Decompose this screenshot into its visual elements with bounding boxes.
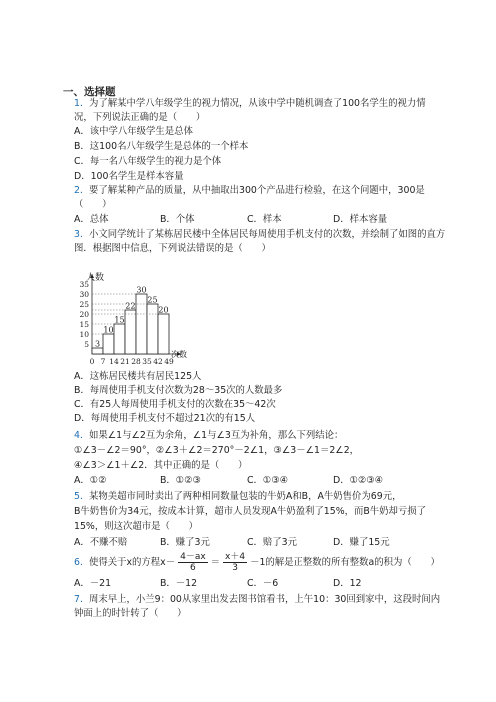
q6-fraction-right [223,552,247,573]
q1-stem-line2: 况，下列说法正确的是（ ） [74,112,206,123]
q5-option-b: B．赚了3元 [160,537,210,548]
x-tick-label: 49 [164,357,174,366]
x-tick-label: 14 [109,357,119,366]
x-tick-label: 7 [100,357,106,366]
y-tick-label: 30 [79,290,89,299]
histogram-bar [125,310,136,354]
histogram-bar [147,304,158,354]
q5-stem-line2: B牛奶售价为34元，按成本计算，超市人员发现A牛奶盈利了15%，而B牛奶却亏损了 [74,506,427,517]
q6-fraction-right-denominator: 3 [232,563,238,573]
q2-option-c: C．样本 [247,214,282,225]
histogram-bar [103,334,114,354]
y-axis-title: 人数 [86,273,105,283]
q5-stem-line1: 某物美超市同时卖出了两种相同数量包装的牛奶A和B，A牛奶售价为69元， [89,491,402,502]
q2-stem-line1: 要了解某种产品的质量，从中抽取出300个产品进行检验，在这个问题中，300是 [89,185,425,196]
q6-option-b: B．－12 [160,578,198,589]
y-tick-label: 25 [79,300,89,309]
q5-option-d: D．赚了15元 [333,537,390,548]
q6-fraction-right-numerator: x＋4 [225,552,246,562]
x-axis-title: 次数 [171,350,187,359]
section-title: 一、选择题 [63,86,116,98]
q5-option-a: A．不赚不赔 [74,537,128,548]
q4-option-d: D．①②③④ [333,475,384,486]
x-tick-label: 42 [153,357,163,366]
q4-conditions-line1: ①∠3－∠2＝90°，②∠3＋∠2＝270°－2∠1，③∠3－∠1＝2∠2， [74,445,360,456]
y-tick-label: 35 [79,280,89,289]
y-tick-label: 20 [79,310,89,319]
q1-option-d: D．100名学生是样本容量 [74,171,184,182]
bar-data-label: 30 [136,285,147,295]
histogram-bar [158,314,169,354]
q2-option-a: A．总体 [74,214,109,225]
q5-stem-line3: 15%，则这次超市是（ ） [74,521,198,532]
q3-number: 3． [74,229,90,240]
q6-equals: ＝ [210,557,221,568]
bar-data-label: 10 [103,325,114,335]
histogram-bar [92,348,103,354]
q7-number: 7． [74,594,90,605]
bar-data-label: 25 [147,295,158,305]
q3-option-c: C．有25人每周使用手机支付的次数在35～42次 [74,399,276,410]
q2-option-d: D．样本容量 [333,214,388,225]
q1-number: 1． [74,98,90,109]
histogram-chart [74,262,214,370]
q2-number: 2． [74,185,90,196]
q2-option-b: B．个体 [160,214,195,225]
q6-number: 6． [74,557,90,568]
q6-option-a: A．－21 [74,578,112,589]
q6-stem-post: －1的解是正整数的所有整数a的积为（ ） [250,557,440,568]
q6-fraction-left [178,552,208,573]
q6-fraction-left-denominator: 6 [190,563,196,573]
x-tick-label: 0 [89,357,95,366]
q3-stem-line2: 图．根据图中信息，下列说法错误的是（ ） [74,243,271,254]
q4-option-c: C．①③④ [247,475,289,486]
q4-stem-line1: 如果∠1与∠2互为余角，∠1与∠3互为补角，那么下列结论： [89,430,344,441]
q5-option-c: C．赔了3元 [247,537,298,548]
q6-option-c: C．－6 [247,578,279,589]
q6-equation [89,551,440,575]
x-tick-label: 21 [120,357,130,366]
q3-option-b: B．每周使用手机支付次数为28～35次的人数最多 [74,385,283,396]
q1-stem-line1: 为了解某中学八年级学生的视力情况，从该中学中随机调查了100名学生的视力情 [89,98,426,109]
y-tick-label: 10 [79,330,89,339]
histogram-bar [114,324,125,354]
q4-conditions-line2: ④∠3＞∠1＋∠2．其中正确的是（ ） [74,460,248,471]
q1-option-c: C．每一名八年级学生的视力是个体 [74,156,222,167]
bar-data-label: 15 [114,315,125,325]
q3-option-a: A．这栋居民楼共有居民125人 [74,371,202,382]
q6-stem-pre: 使得关于x的方程x－ [89,557,176,568]
q4-option-a: A．①② [74,475,107,486]
q1-option-a: A．该中学八年级学生是总体 [74,126,193,137]
bar-data-label: 3 [94,339,101,349]
q4-number: 4． [74,430,90,441]
y-tick-label: 5 [84,340,89,349]
q7-stem-line2: 钟面上的时针转了（ ） [74,608,187,619]
q7-stem-line1: 周末早上，小兰9：00从家里出发去图书馆看书，上午10：30回到家中，这段时间内 [89,594,441,605]
x-tick-label: 28 [131,357,141,366]
q3-stem-line1: 小文同学统计了某栋居民楼中全体居民每周使用手机支付的次数，并绘制了如图的直方 [89,229,446,240]
bar-data-label: 22 [125,301,136,311]
q2-stem-line2: （ ） [74,199,112,210]
q3-option-d: D．每周使用手机支付不超过21次的有15人 [74,413,256,424]
q6-fraction-left-numerator: 4－ax [180,552,206,562]
q1-option-b: B．这100名八年级学生是总体的一个样本 [74,141,249,152]
q4-option-b: B．①②③ [160,475,202,486]
q5-number: 5． [74,491,90,502]
histogram-bar [136,294,147,354]
q6-option-d: D．12 [333,578,362,589]
x-tick-label: 35 [142,357,152,366]
y-tick-label: 15 [79,320,89,329]
bar-data-label: 20 [158,305,169,315]
